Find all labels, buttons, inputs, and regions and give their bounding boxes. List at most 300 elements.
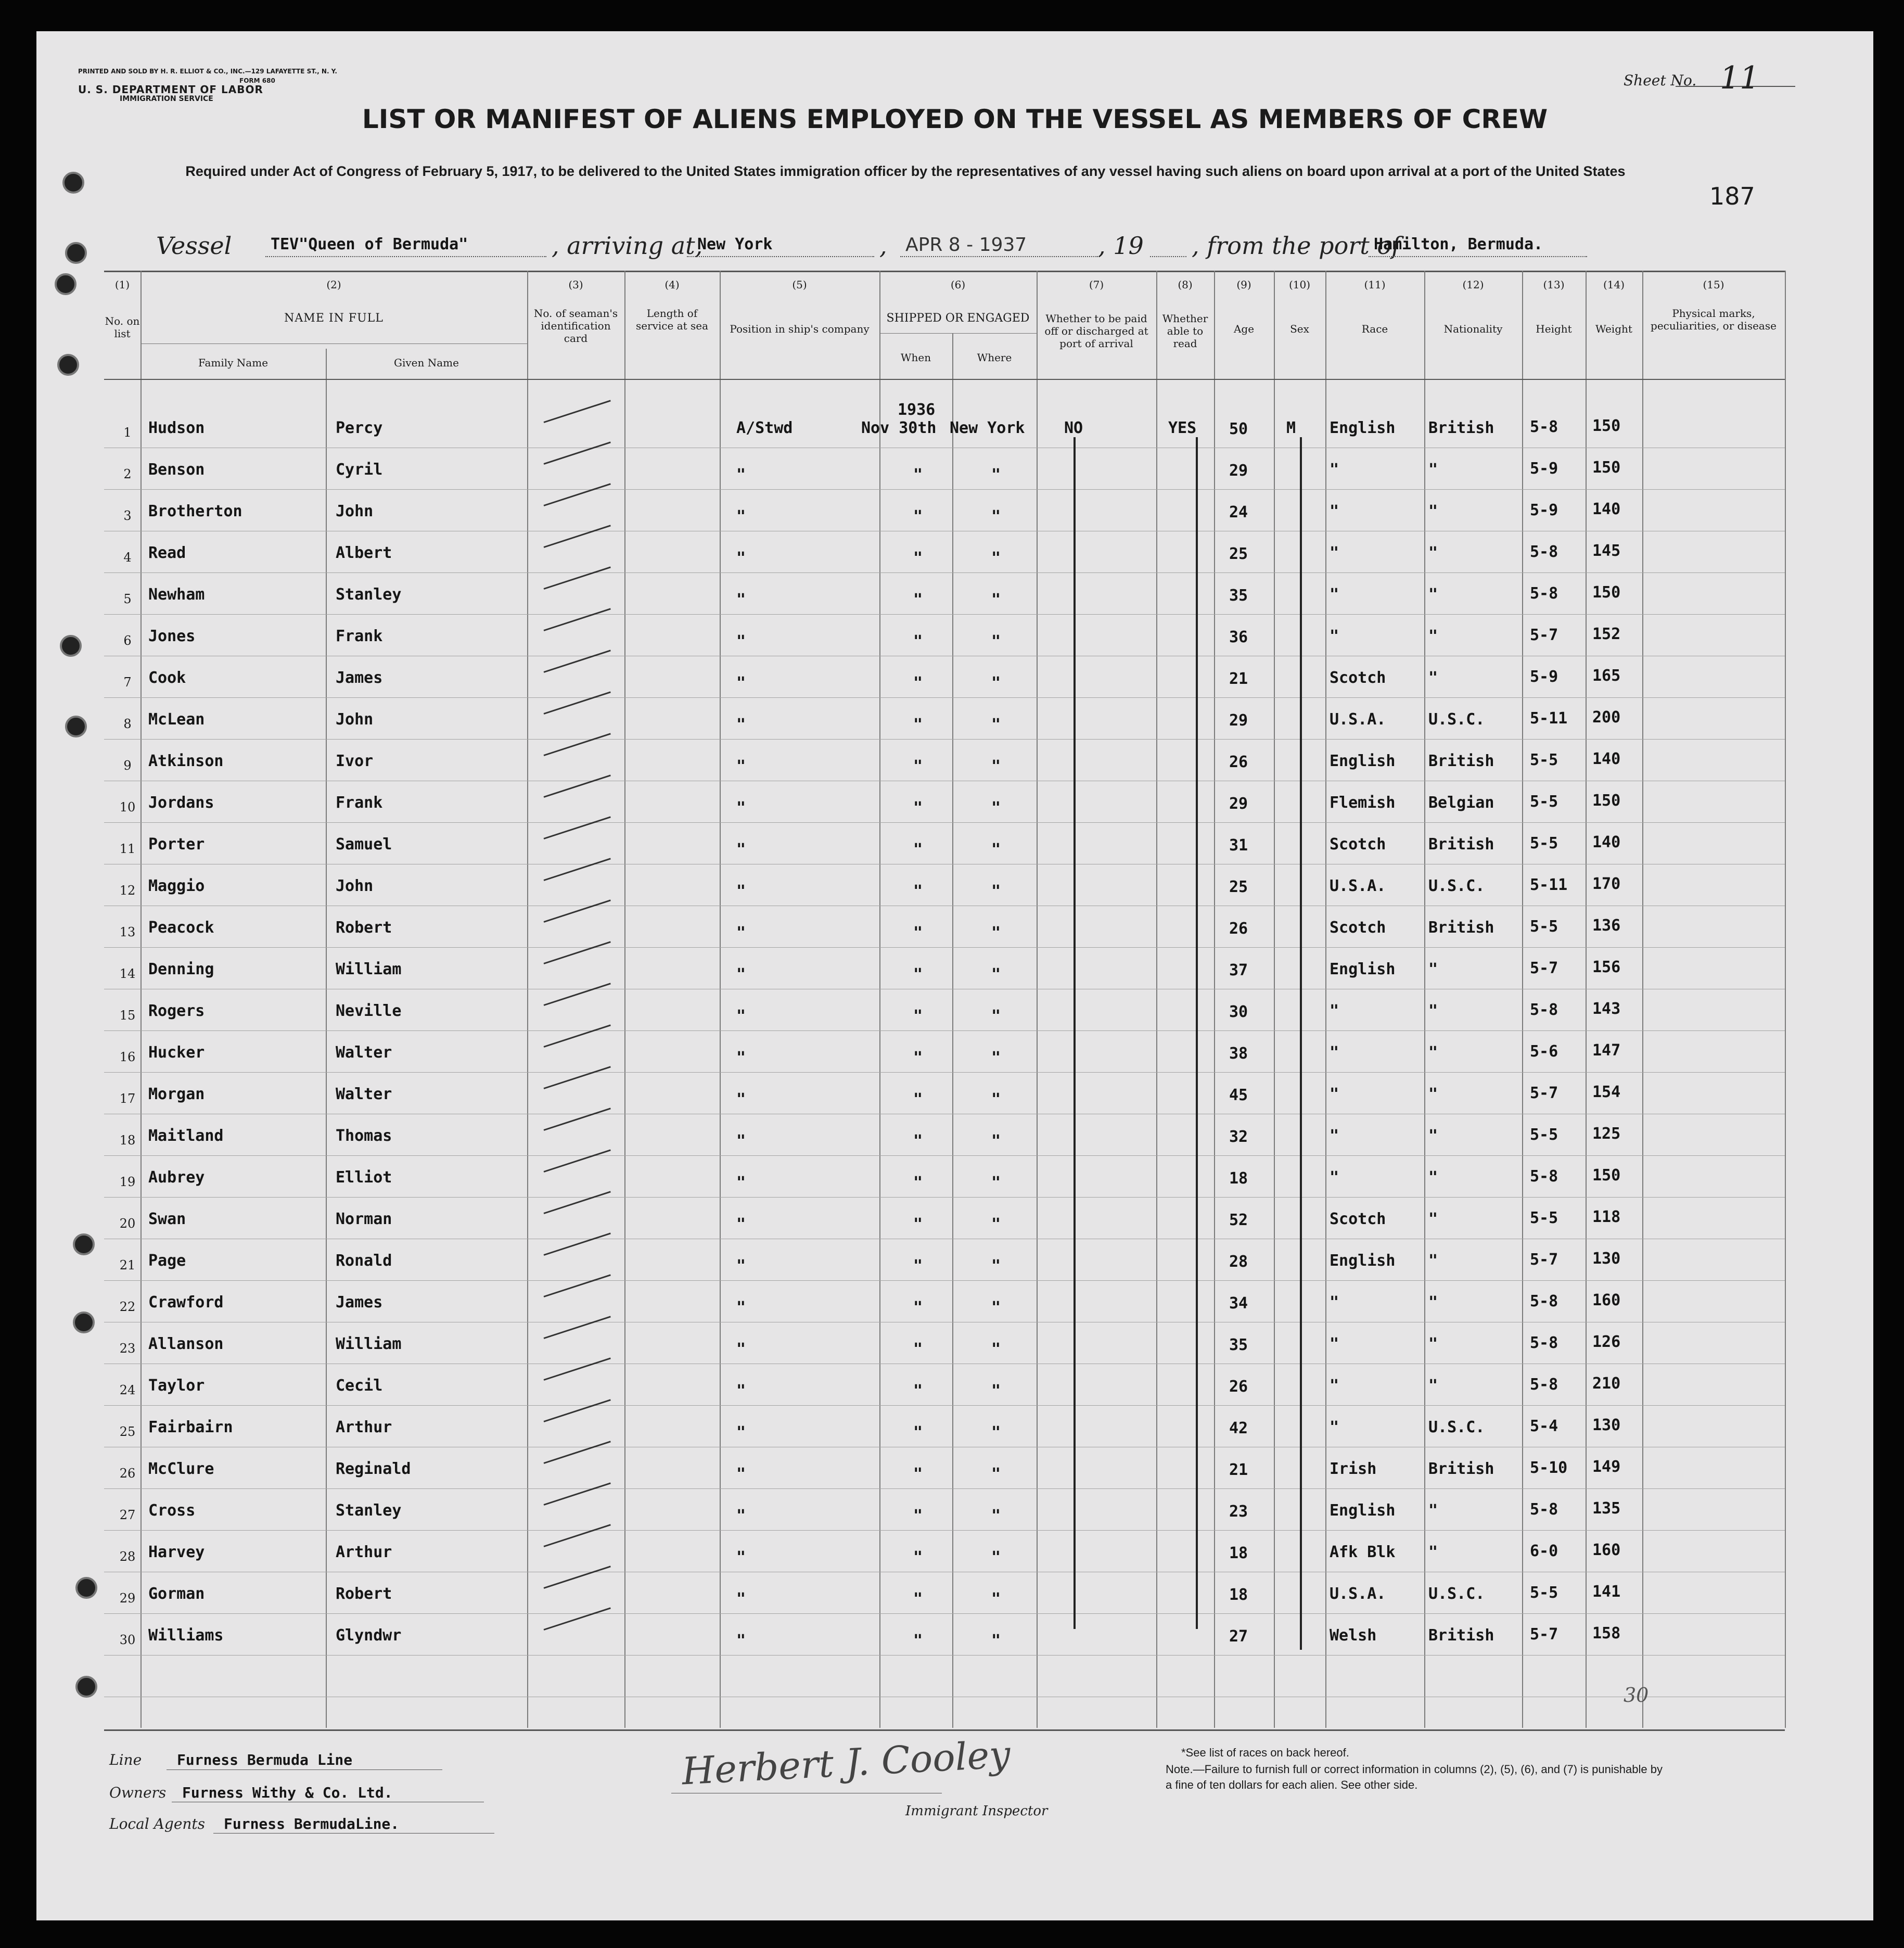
family-name: Read [148, 544, 186, 562]
family-name: Brotherton [148, 502, 242, 520]
row-number: 23 [119, 1341, 136, 1356]
able-to-read: YES [1168, 419, 1197, 437]
family-name: Porter [148, 835, 205, 854]
when-ditto: " [913, 1090, 923, 1109]
nationality: British [1428, 752, 1494, 770]
when-ditto: " [913, 1257, 923, 1275]
arriving-label: , arriving at, [552, 232, 703, 260]
given-name: Arthur [336, 1543, 392, 1561]
where-ditto: " [991, 1298, 1001, 1317]
department-name: U. S. DEPARTMENT OF LABOR [78, 83, 263, 96]
race: English [1330, 752, 1396, 770]
row-number: 9 [123, 758, 132, 773]
weight: 200 [1592, 708, 1621, 727]
weight: 156 [1592, 958, 1621, 976]
where-ditto: " [991, 632, 1001, 651]
family-name: Fairbairn [148, 1418, 233, 1436]
when-ditto: " [913, 965, 923, 984]
height: 5-9 [1530, 668, 1558, 686]
height: 5-7 [1530, 1251, 1558, 1269]
race: " [1330, 627, 1339, 645]
height: 5-5 [1530, 1126, 1558, 1144]
race: " [1330, 1293, 1339, 1312]
weight: 150 [1592, 583, 1621, 602]
row-number: 18 [119, 1133, 136, 1148]
age: 26 [1229, 1378, 1248, 1396]
race: Scotch [1330, 835, 1386, 854]
when-ditto: " [913, 1340, 923, 1358]
age: 29 [1229, 462, 1248, 480]
height: 5-7 [1530, 959, 1558, 977]
height: 5-10 [1530, 1459, 1568, 1477]
age: 34 [1229, 1294, 1248, 1313]
document-subtitle: Required under Act of Congress of February 5, 1917, to be delivered to the United States immigration officer by the representatives of any vessel having such aliens on board upon arrival at a port of the United States [185, 163, 1626, 179]
header-weight: Weight [1595, 323, 1632, 335]
age: 52 [1229, 1211, 1248, 1229]
inspector-label: Immigrant Inspector [905, 1803, 1048, 1819]
column-number: (10) [1288, 278, 1311, 291]
column-number: (1) [114, 278, 130, 291]
nationality: U.S.C. [1428, 710, 1485, 729]
column-number: (11) [1364, 278, 1386, 291]
where-ditto: " [991, 1257, 1001, 1275]
when-ditto: " [913, 1132, 923, 1150]
given-name: Neville [336, 1002, 402, 1020]
race: Scotch [1330, 1210, 1386, 1228]
age: 27 [1229, 1627, 1248, 1646]
nationality: U.S.C. [1428, 1585, 1485, 1603]
header-seaman-id: No. of seaman's identification card [533, 307, 618, 345]
nationality: " [1428, 585, 1438, 604]
row-number: 12 [119, 883, 136, 898]
family-name: McClure [148, 1460, 214, 1478]
column-number: (2) [326, 278, 341, 291]
family-name: Crawford [148, 1293, 224, 1312]
weight: 158 [1592, 1624, 1621, 1643]
where-ditto: " [991, 466, 1001, 484]
punch-hole [57, 354, 79, 376]
height: 5-5 [1530, 751, 1558, 769]
family-name: Harvey [148, 1543, 205, 1561]
when-ditto: " [913, 1382, 923, 1400]
race: Flemish [1330, 794, 1396, 812]
year-shipped: 1936 [898, 401, 936, 419]
where-ditto: " [991, 549, 1001, 567]
where-ditto: " [991, 1049, 1001, 1067]
where-ditto: " [991, 1174, 1001, 1192]
given-name: Reginald [336, 1460, 411, 1478]
vessel-name: TEV"Queen of Bermuda" [271, 235, 468, 253]
when-ditto: " [913, 1298, 923, 1317]
nationality: " [1428, 1168, 1438, 1187]
race: " [1330, 1085, 1339, 1103]
weight: 118 [1592, 1208, 1621, 1226]
nationality: " [1428, 1127, 1438, 1145]
position-ditto: " [736, 965, 746, 984]
where-ditto: " [991, 1340, 1001, 1358]
race: U.S.A. [1330, 710, 1386, 729]
column-number: (15) [1703, 278, 1724, 291]
race: English [1330, 960, 1396, 978]
given-name: Frank [336, 794, 383, 812]
weight: 152 [1592, 625, 1621, 643]
nationality: British [1428, 919, 1494, 937]
race: " [1330, 1127, 1339, 1145]
inspector-signature: Herbert J. Cooley [681, 1732, 1012, 1793]
age: 35 [1229, 587, 1248, 605]
from-port: Hamilton, Bermuda. [1374, 235, 1543, 253]
nationality: " [1428, 1335, 1438, 1353]
from-port-label: , from the port of [1192, 232, 1401, 260]
given-name: Stanley [336, 585, 402, 604]
when-ditto: " [913, 1507, 923, 1525]
where-ditto: " [991, 965, 1001, 984]
when-ditto: " [913, 1465, 923, 1483]
row-number: 17 [119, 1091, 136, 1106]
header-shipped: SHIPPED OR ENGAGED [886, 312, 1030, 325]
nationality: " [1428, 627, 1438, 645]
sheet-no-value: 11 [1720, 60, 1760, 96]
where-ditto: " [991, 716, 1001, 734]
weight: 150 [1592, 417, 1621, 435]
family-name: Williams [148, 1626, 224, 1645]
where-ditto: " [991, 1007, 1001, 1025]
row-number: 21 [119, 1258, 136, 1272]
row-number: 29 [119, 1591, 136, 1606]
agents-label: Local Agents [109, 1815, 206, 1832]
header-given-name: Given Name [394, 357, 459, 369]
nationality: " [1428, 1002, 1438, 1020]
when-ditto: " [913, 591, 923, 609]
nationality: U.S.C. [1428, 877, 1485, 895]
header-age: Age [1233, 323, 1255, 335]
manifest-sheet [36, 31, 1873, 1920]
when-ditto: " [913, 799, 923, 817]
owners-label: Owners [109, 1784, 167, 1801]
age: 42 [1229, 1419, 1248, 1437]
nationality: " [1428, 544, 1438, 562]
weight: 150 [1592, 792, 1621, 810]
header-family-name: Family Name [198, 357, 269, 369]
nationality: British [1428, 1626, 1494, 1645]
when-ditto: " [913, 882, 923, 900]
row-number: 27 [119, 1508, 136, 1522]
penalty-note: Note.—Failure to furnish full or correct information in columns (2), (5), (6), and (7) is punishable by a fine of ten dollars for each alien. See other side. [1166, 1763, 1663, 1791]
height: 5-6 [1530, 1042, 1558, 1061]
position-ditto: " [736, 1007, 746, 1025]
height: 5-5 [1530, 1209, 1558, 1227]
given-name: Arthur [336, 1418, 392, 1436]
shipped-when: Nov 30th [861, 419, 937, 437]
height: 5-7 [1530, 626, 1558, 644]
row-number: 10 [119, 800, 136, 814]
family-name: Page [148, 1252, 186, 1270]
race: Afk Blk [1330, 1543, 1396, 1561]
when-ditto: " [913, 924, 923, 942]
nationality: British [1428, 835, 1494, 854]
given-name: Thomas [336, 1127, 392, 1145]
age: 25 [1229, 545, 1248, 563]
punch-hole [73, 1312, 95, 1333]
weight: 160 [1592, 1291, 1621, 1309]
height: 5-7 [1530, 1625, 1558, 1644]
header-able-to-read: Whether able to read [1162, 312, 1208, 350]
header-nationality: Nationality [1443, 323, 1503, 335]
line-value: Furness Bermuda Line [177, 1751, 353, 1768]
weight: 140 [1592, 833, 1621, 851]
when-ditto: " [913, 1632, 923, 1650]
where-ditto: " [991, 882, 1001, 900]
given-name: Elliot [336, 1168, 392, 1187]
when-ditto: " [913, 507, 923, 526]
race: " [1330, 1335, 1339, 1353]
header-length-service: Length of service at sea [635, 307, 709, 332]
given-name: Samuel [336, 835, 392, 854]
race: " [1330, 502, 1339, 520]
column-number: (12) [1462, 278, 1484, 291]
sex: M [1286, 419, 1296, 437]
position-ditto: " [736, 924, 746, 942]
given-name: Frank [336, 627, 383, 645]
punch-hole [55, 273, 76, 295]
family-name: Benson [148, 461, 205, 479]
where-ditto: " [991, 841, 1001, 859]
family-name: Gorman [148, 1585, 205, 1603]
weight: 145 [1592, 542, 1621, 560]
given-name: Percy [336, 419, 383, 437]
when-ditto: " [913, 1548, 923, 1567]
position-ditto: " [736, 466, 746, 484]
age: 28 [1229, 1253, 1248, 1271]
height: 5-8 [1530, 543, 1558, 561]
where-ditto: " [991, 1465, 1001, 1483]
race: " [1330, 585, 1339, 604]
family-name: Hudson [148, 419, 205, 437]
age: 18 [1229, 1586, 1248, 1604]
family-name: Atkinson [148, 752, 224, 770]
position-ditto: " [736, 674, 746, 692]
family-name: Allanson [148, 1335, 224, 1353]
column-number: (9) [1236, 278, 1251, 291]
weight: 143 [1592, 1000, 1621, 1018]
where-ditto: " [991, 1590, 1001, 1608]
family-name: Peacock [148, 919, 214, 937]
height: 5-4 [1530, 1417, 1558, 1435]
height: 5-8 [1530, 1001, 1558, 1019]
age: 21 [1229, 1461, 1248, 1479]
height: 5-7 [1530, 1084, 1558, 1102]
given-name: Ivor [336, 752, 374, 770]
row-number: 6 [123, 633, 132, 648]
header-paid-off: Whether to be paid off or discharged at port of arrival [1044, 312, 1148, 350]
position-ditto: " [736, 1132, 746, 1150]
position-ditto: " [736, 1423, 746, 1442]
nationality: " [1428, 1543, 1438, 1561]
age: 32 [1229, 1128, 1248, 1146]
family-name: Jordans [148, 794, 214, 812]
document-title: LIST OR MANIFEST OF ALIENS EMPLOYED ON THE VESSEL AS MEMBERS OF CREW [362, 104, 1548, 134]
height: 5-8 [1530, 1292, 1558, 1310]
row-number: 14 [119, 966, 136, 981]
family-name: Cross [148, 1501, 196, 1520]
family-name: Aubrey [148, 1168, 205, 1187]
age: 21 [1229, 670, 1248, 688]
when-ditto: " [913, 1590, 923, 1608]
race: " [1330, 1043, 1339, 1062]
age: 29 [1229, 795, 1248, 813]
family-name: Jones [148, 627, 196, 645]
family-name: Cook [148, 669, 186, 687]
where-ditto: " [991, 1507, 1001, 1525]
punch-hole [60, 635, 82, 657]
race: Welsh [1330, 1626, 1377, 1645]
races-note: *See list of races on back hereof. [1181, 1746, 1349, 1759]
position-ditto: " [736, 882, 746, 900]
position-ditto: " [736, 1174, 746, 1192]
weight: 140 [1592, 750, 1621, 768]
age: 37 [1229, 961, 1248, 979]
given-name: Ronald [336, 1252, 392, 1270]
weight: 140 [1592, 500, 1621, 518]
race: English [1330, 1252, 1396, 1270]
arrival-port: New York [697, 235, 773, 253]
column-number: (4) [665, 278, 680, 291]
age: 36 [1229, 628, 1248, 646]
service-name: IMMIGRATION SERVICE [120, 95, 213, 103]
when-ditto: " [913, 757, 923, 775]
paid-off-ditto-line [1074, 437, 1076, 1629]
height: 5-5 [1530, 834, 1558, 852]
position-ditto: " [736, 1465, 746, 1483]
given-name: John [336, 877, 374, 895]
age: 31 [1229, 836, 1248, 855]
family-name: Maggio [148, 877, 205, 895]
sheet-no-label: Sheet No. [1624, 72, 1697, 89]
row-number: 16 [119, 1050, 136, 1064]
when-ditto: " [913, 674, 923, 692]
race: " [1330, 544, 1339, 562]
given-name: Cecil [336, 1377, 383, 1395]
age: 50 [1229, 420, 1248, 438]
race: English [1330, 1501, 1396, 1520]
vessel-label: Vessel [156, 232, 232, 260]
height: 5-8 [1530, 1334, 1558, 1352]
where-ditto: " [991, 1548, 1001, 1567]
age: 18 [1229, 1544, 1248, 1562]
given-name: Albert [336, 544, 392, 562]
agents-value: Furness BermudaLine. [224, 1815, 400, 1832]
position-ditto: " [736, 1257, 746, 1275]
age: 18 [1229, 1169, 1248, 1188]
row-number: 26 [119, 1466, 136, 1481]
height: 5-8 [1530, 1167, 1558, 1186]
row-number: 19 [119, 1175, 136, 1189]
date-comma: , [879, 232, 887, 260]
nationality: British [1428, 419, 1494, 437]
where-ditto: " [991, 757, 1001, 775]
position-ditto: " [736, 507, 746, 526]
header-physical-marks: Physical marks, peculiarities, or disease [1651, 307, 1777, 332]
row-number: 22 [119, 1300, 136, 1314]
nationality: " [1428, 960, 1438, 978]
nationality: " [1428, 502, 1438, 520]
nationality: British [1428, 1460, 1494, 1478]
shipped-where: New York [950, 419, 1025, 437]
age: 23 [1229, 1503, 1248, 1521]
weight: 130 [1592, 1250, 1621, 1268]
height: 5-8 [1530, 584, 1558, 603]
given-name: William [336, 1335, 402, 1353]
when-ditto: " [913, 1049, 923, 1067]
weight: 147 [1592, 1041, 1621, 1060]
position-ditto: " [736, 1090, 746, 1109]
weight: 170 [1592, 875, 1621, 893]
race: Scotch [1330, 919, 1386, 937]
punch-hole [73, 1233, 95, 1255]
nationality: " [1428, 1377, 1438, 1395]
nationality: " [1428, 1085, 1438, 1103]
row-number: 4 [123, 550, 132, 565]
age: 29 [1229, 711, 1248, 730]
position-ditto: " [736, 1298, 746, 1317]
where-ditto: " [991, 799, 1001, 817]
given-name: Walter [336, 1085, 392, 1103]
paid-off: NO [1064, 419, 1083, 437]
age: 35 [1229, 1336, 1248, 1354]
age: 24 [1229, 503, 1248, 521]
position-ditto: " [736, 1632, 746, 1650]
height: 5-5 [1530, 793, 1558, 811]
given-name: Walter [336, 1043, 392, 1062]
read-ditto-line [1196, 437, 1198, 1629]
year-label: , 19 [1098, 232, 1144, 260]
position-ditto: " [736, 757, 746, 775]
height: 5-9 [1530, 501, 1558, 519]
weight: 141 [1592, 1583, 1621, 1601]
where-ditto: " [991, 1215, 1001, 1233]
punch-hole [65, 716, 87, 737]
race: " [1330, 1002, 1339, 1020]
where-ditto: " [991, 1423, 1001, 1442]
race: " [1330, 461, 1339, 479]
punch-hole [75, 1577, 97, 1599]
where-ditto: " [991, 1132, 1001, 1150]
height: 5-8 [1530, 1500, 1558, 1519]
height: 6-0 [1530, 1542, 1558, 1560]
age: 30 [1229, 1003, 1248, 1021]
given-name: John [336, 502, 374, 520]
weight: 150 [1592, 1166, 1621, 1185]
where-ditto: " [991, 924, 1001, 942]
row-number: 11 [119, 842, 136, 856]
header-position: Position in ship's company [730, 323, 870, 335]
header-race: Race [1361, 323, 1388, 335]
family-name: Swan [148, 1210, 186, 1228]
age: 38 [1229, 1045, 1248, 1063]
position-ditto: " [736, 1548, 746, 1567]
height: 5-9 [1530, 460, 1558, 478]
weight: 136 [1592, 916, 1621, 935]
position-ditto: " [736, 1215, 746, 1233]
punch-hole [75, 1676, 97, 1698]
column-number: (8) [1178, 278, 1193, 291]
family-name: Denning [148, 960, 214, 978]
given-name: James [336, 669, 383, 687]
when-ditto: " [913, 1215, 923, 1233]
position-ditto: " [736, 1382, 746, 1400]
age: 25 [1229, 878, 1248, 896]
weight: 154 [1592, 1083, 1621, 1101]
